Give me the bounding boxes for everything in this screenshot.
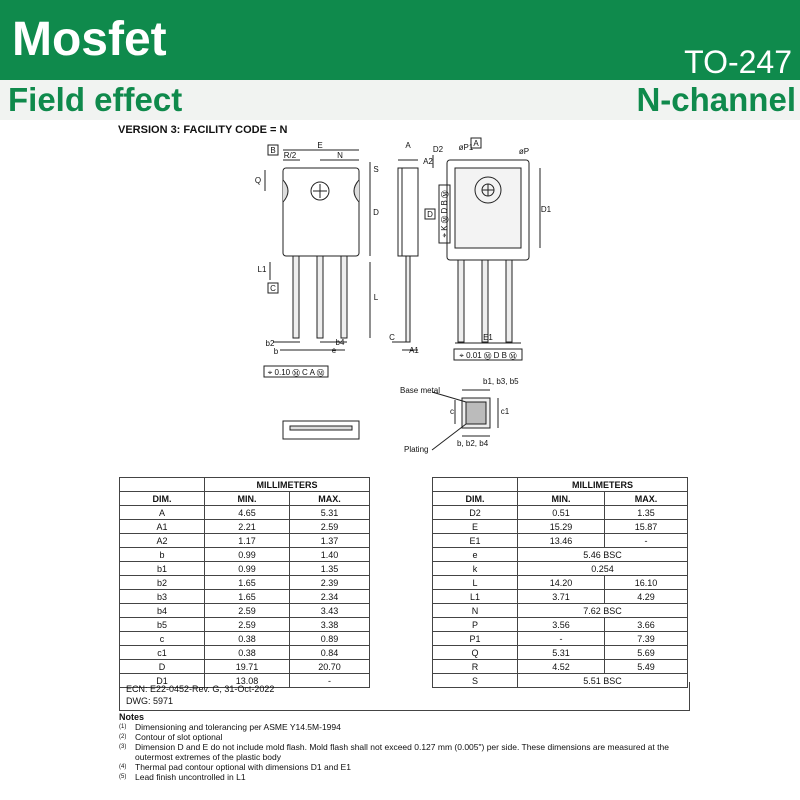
table-row: A1 2.21 2.59 xyxy=(120,520,370,534)
table-row: k 0.254 xyxy=(433,562,688,576)
package-label: TO-247 xyxy=(684,44,792,80)
dim-s-label: S xyxy=(373,165,379,174)
side-view xyxy=(392,160,418,350)
table-col-max: MAX. xyxy=(290,492,370,506)
table-row: b1 0.99 1.35 xyxy=(120,562,370,576)
version-label: VERSION 3: FACILITY CODE = N xyxy=(118,124,288,136)
note-item: (4) Thermal pad contour optional with dimensions D1 and E1 xyxy=(119,762,351,772)
dim-d2-label: D2 xyxy=(432,145,444,154)
ecn-text: ECN: E22-0452-Rev. G, 31-Oct-2022 xyxy=(126,684,275,694)
dim-n-label: N xyxy=(337,151,343,160)
dim-p1-label: øP1 xyxy=(458,143,474,152)
notes-title: Notes xyxy=(119,712,145,722)
fcf-bottom-left: ⌖ 0.10 Ⓜ C A Ⓜ xyxy=(267,368,325,377)
table-col-min: MIN. xyxy=(205,492,290,506)
table-col-min: MIN. xyxy=(518,492,605,506)
dim-q-label: Q xyxy=(254,176,262,185)
base-metal-label: Base metal xyxy=(400,386,441,395)
dim-c-label: C xyxy=(389,333,395,342)
front-view xyxy=(265,150,370,350)
dim-b4-label: b4 xyxy=(335,338,345,347)
datum-c-label: C xyxy=(270,284,276,293)
fcf-bottom-right: ⌖ 0.01 Ⓜ D B Ⓜ xyxy=(459,351,517,360)
table-row: P1 - 7.39 xyxy=(433,632,688,646)
table-group-header: MILLIMETERS xyxy=(518,478,688,492)
section-c-label: c xyxy=(450,407,454,416)
subtitle-right: N-channel xyxy=(636,81,796,118)
dim-e1-label: E1 xyxy=(483,333,493,342)
note-item: (2) Contour of slot optional xyxy=(119,732,223,742)
table-row: A2 1.17 1.37 xyxy=(120,534,370,548)
dim-e-label: E xyxy=(317,141,323,150)
table-row: D1 13.08 - xyxy=(120,674,370,688)
dwg-text: DWG: 5971 xyxy=(126,696,174,706)
page-title: Mosfet xyxy=(12,13,167,66)
dim-a1-label: A1 xyxy=(409,346,419,355)
note-item: (1) Dimensioning and tolerancing per ASME Y14.5M-1994 xyxy=(119,722,341,732)
dim-l-label: L xyxy=(373,293,379,302)
table-row: N 7.62 BSC xyxy=(433,604,688,618)
section-top-label: b1, b3, b5 xyxy=(483,377,519,386)
dim-a-label: A xyxy=(405,141,411,150)
dim-p-label: øP xyxy=(518,147,530,156)
table-row: L1 3.71 4.29 xyxy=(433,590,688,604)
table-row: D 19.71 20.70 xyxy=(120,660,370,674)
table-row: S 5.51 BSC xyxy=(433,674,688,688)
dim-r2-label: R/2 xyxy=(283,151,297,160)
table-row: b3 1.65 2.34 xyxy=(120,590,370,604)
table-row: E1 13.46 - xyxy=(433,534,688,548)
subtitle-left: Field effect xyxy=(8,81,183,118)
table-row: Q 5.31 5.69 xyxy=(433,646,688,660)
lead-frame-view xyxy=(283,421,359,439)
dim-b2-label: b2 xyxy=(265,339,275,348)
table-row: L 14.20 16.10 xyxy=(433,576,688,590)
table-row: b5 2.59 3.38 xyxy=(120,618,370,632)
note-item: (3) Dimension D and E do not include mold flash. Mold flash shall not exceed 0.127 mm (0.005") per side. These dimensions are measured at the outermost extremes of the plastic body xyxy=(119,742,669,762)
dim-d1-label: D1 xyxy=(540,205,552,214)
dim-d-label: D xyxy=(373,208,379,217)
dim-l1-label: L1 xyxy=(257,265,267,274)
datum-b-label: B xyxy=(270,146,276,155)
dimension-table-left xyxy=(119,477,370,688)
dim-e-pitch-label: e xyxy=(331,346,337,355)
section-c1-label: c1 xyxy=(500,407,510,416)
dim-a2-label: A2 xyxy=(423,157,433,166)
table-row: D2 0.51 1.35 xyxy=(433,506,688,520)
table-row: R 4.52 5.49 xyxy=(433,660,688,674)
package-drawing xyxy=(0,120,800,465)
datum-a-label: A xyxy=(473,139,479,148)
section-bottom-label: b, b2, b4 xyxy=(457,439,489,448)
table-row: E 15.29 15.87 xyxy=(433,520,688,534)
table-row: b 0.99 1.40 xyxy=(120,548,370,562)
dimension-table-right xyxy=(432,477,688,688)
table-row: P 3.56 3.66 xyxy=(433,618,688,632)
table-row: b2 1.65 2.39 xyxy=(120,576,370,590)
table-col-max: MAX. xyxy=(605,492,688,506)
dim-b-label: b xyxy=(273,347,279,356)
table-row: e 5.46 BSC xyxy=(433,548,688,562)
plating-label: Plating xyxy=(404,445,429,454)
datum-d-label: D xyxy=(427,210,433,219)
back-view xyxy=(433,155,540,343)
table-row: b4 2.59 3.43 xyxy=(120,604,370,618)
notes-section xyxy=(119,712,699,782)
table-row: c1 0.38 0.84 xyxy=(120,646,370,660)
ecn-box xyxy=(119,682,690,711)
table-row: c 0.38 0.89 xyxy=(120,632,370,646)
table-row: A 4.65 5.31 xyxy=(120,506,370,520)
note-item: (5) Lead finish uncontrolled in L1 xyxy=(119,772,246,782)
fcf-vertical: ⌖ K Ⓜ D B Ⓜ xyxy=(440,190,449,238)
table-col-dim: DIM. xyxy=(433,492,518,506)
table-col-dim: DIM. xyxy=(120,492,205,506)
table-group-header: MILLIMETERS xyxy=(205,478,370,492)
